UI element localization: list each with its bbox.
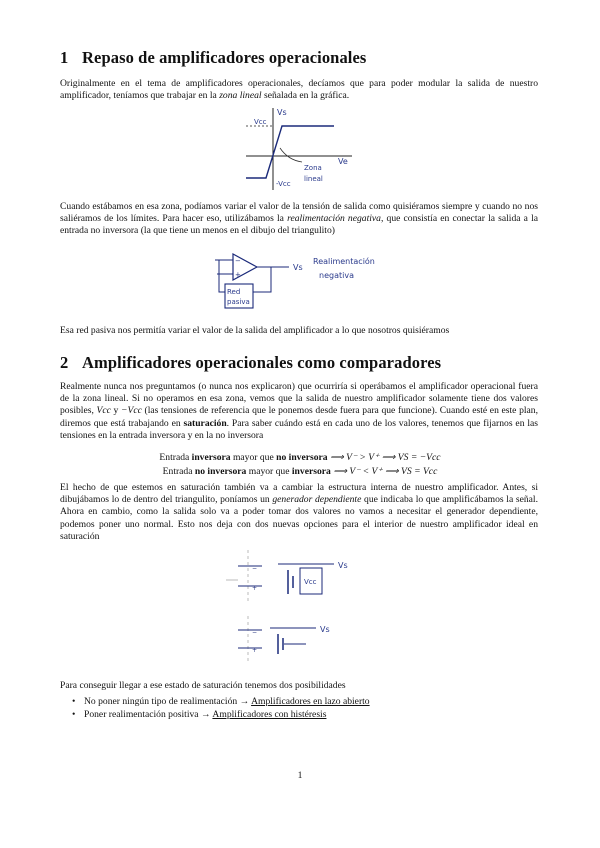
model2-plus-sign: + <box>252 647 258 654</box>
section-2-title: Amplificadores operacionales como comparadores <box>82 353 442 372</box>
para2-emphasis: realimentación negativa <box>287 213 381 225</box>
s2p1-and: y <box>110 405 121 417</box>
feedback-wire-left <box>219 260 225 292</box>
saturacion-term: saturación <box>183 417 227 429</box>
para2-text: Cuando estábamos en esa zona, podíamos variar el valor de la tensión de salida como quisiéramos siempre y cuando no nos saliéramos de los límites. Para hacer eso, utilizábamos la <box>60 201 538 225</box>
section-1-number: 1 <box>60 48 69 67</box>
eq2-math: ⟹ V⁻ < V⁺ ⟹ VS = Vcc <box>330 466 438 477</box>
link-lazo-abierto[interactable]: Amplificadores en lazo abierto <box>251 696 370 707</box>
section-1-paragraph-3: Esa red pasiva nos permitía variar el valor de la salida del amplificador a lo que nosotros quisiéramos <box>60 325 450 336</box>
eq2-bold2: inversora <box>291 466 331 477</box>
saturation-options-list <box>72 695 370 721</box>
section-2-paragraph-1 <box>60 381 538 442</box>
section-2-paragraph-2 <box>60 482 538 543</box>
eq2-bold: no inversora <box>194 466 247 477</box>
bullet-1-text: No poner ningún tipo de realimentación → <box>84 696 252 707</box>
fig1-zona-label: Zona <box>304 164 322 172</box>
transfer-curve-figure <box>240 104 360 194</box>
section-1-title: Repaso de amplificadores operacionales <box>82 48 367 67</box>
para2-text-end: , que consistía en conectar la salida a la entrada no inversora (la que tiene un menos en el dibujo del triangulito) <box>60 213 538 237</box>
intro-text-end: señalada en la gráfica. <box>261 90 350 102</box>
section-2-number: 2 <box>60 353 69 372</box>
eq1-mid: mayor que <box>230 452 277 463</box>
fig2-pasiva-label: pasiva <box>227 298 250 306</box>
fig3-vs-label-2: Vs <box>320 625 330 634</box>
fig1-vs-label: Vs <box>277 108 287 117</box>
bullet-2-text: Poner realimentación positiva → <box>84 709 213 720</box>
negative-feedback-figure <box>205 246 385 316</box>
s2p1-text-a: Realmente nunca nos preguntamos (o nunca nos explicaron) que ocurriría si operábamos el amplificador operacional fuera de la zona lineal. Si no operamos en esa zona, vemos que la salida de nuestro amplificador solamente tiene dos valores posibles, <box>60 381 538 417</box>
equation-1 <box>0 452 600 464</box>
intro-emphasis: zona lineal <box>219 90 262 102</box>
eq1-math: ⟹ V⁻ > V⁺ ⟹ VS = −Vcc <box>327 452 441 463</box>
model1-plus-sign: + <box>252 585 258 592</box>
eq1-bold2: no inversora <box>276 452 328 463</box>
fig1-ve-label: Ve <box>338 157 348 166</box>
section-2-heading <box>60 353 441 373</box>
intro-text: Originalmente en el tema de amplificadores operacionales, decíamos que para poder modular la salida de nuestro amplificador, teníamos que trabajar en la <box>60 78 538 102</box>
fig2-realim-label: Realimentación <box>313 257 375 266</box>
equation-2 <box>0 466 600 478</box>
model1-minus-sign: − <box>252 565 258 572</box>
fig2-red-label: Red <box>227 288 241 296</box>
page-number: 1 <box>297 770 303 781</box>
zone-pointer <box>280 148 302 162</box>
section-1-paragraph-2 <box>60 201 538 238</box>
section-1-intro <box>60 78 538 102</box>
list-item <box>72 708 370 721</box>
fig2-vs-label: Vs <box>293 263 303 272</box>
fig1-negvcc-label: -Vcc <box>276 180 291 188</box>
eq1-pre: Entrada <box>159 452 192 463</box>
saturation-models-figure <box>218 546 378 672</box>
fig1-vcc-label: Vcc <box>254 118 267 126</box>
s2p1-text-b: (las tensiones de referencia que le ponemos desde fuera para que funcione). Cuando esté en este plan, diremos que está trabajando en <box>60 405 538 429</box>
fig3-vs-label-1: Vs <box>338 561 348 570</box>
list-item <box>72 695 370 708</box>
fig2-negativa-label: negativa <box>319 271 354 280</box>
plus-sign: + <box>235 271 241 279</box>
eq2-pre: Entrada <box>162 466 195 477</box>
fig3-vcc-label: Vcc <box>304 578 317 586</box>
s2p2-emphasis: generador dependiente <box>272 494 362 506</box>
eq1-bold: inversora <box>191 452 231 463</box>
eq2-mid: mayor que <box>246 466 292 477</box>
s2p1-text-c: . Para saber cuándo está en cada uno de los valores, tenemos que fijarnos en las tensiones en la entrada inversora y en la no inversora <box>60 417 538 441</box>
s2p2-text: El hecho de que estemos en saturación también va a cambiar la estructura interna de nuestro amplificador. Antes, si dibujábamos lo de dentro del triangulito, poníamos un <box>60 482 538 506</box>
vcc-term: Vcc <box>96 405 111 417</box>
link-histeresis[interactable]: Amplificadores con histéresis <box>212 709 327 720</box>
section-2-paragraph-3: Para conseguir llegar a ese estado de saturación tenemos dos posibilidades <box>60 680 346 691</box>
section-1-heading <box>60 48 366 68</box>
feedback-wire-right <box>253 267 271 292</box>
fig1-lineal-label: lineal <box>304 175 323 183</box>
s2p2-text-end: que indicaba lo que amplificábamos la señal. Ahora en cambio, como la salida solo va a poder tomar dos valores no vamos a necesitar el generador dependiente, podemos poner uno normal. Esto nos deja con dos nuevas opciones para el interior de nuestro amplificador ideal en saturación <box>60 494 538 542</box>
model2-minus-sign: − <box>252 629 258 636</box>
neg-vcc-term: −Vcc <box>121 405 142 417</box>
minus-sign: − <box>235 257 241 265</box>
